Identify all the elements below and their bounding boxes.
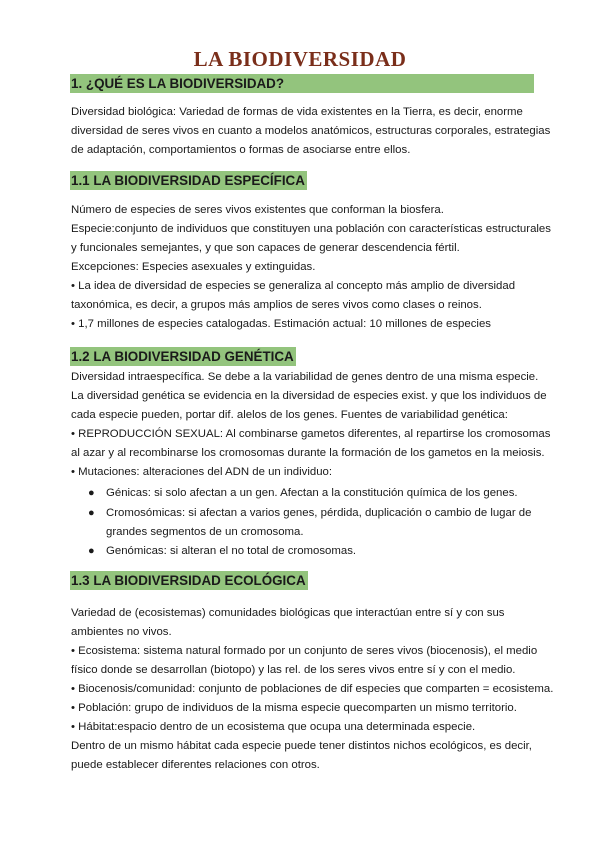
list-item: Génicas: si solo afectan a un gen. Afectan a la constitución química de los genes.	[106, 487, 518, 499]
paragraph-line: al azar y al recombinarse los cromosomas durante la formación de los gametos en la meiosis.	[71, 447, 545, 459]
paragraph-line: diversidad de seres vivos en cuanto a modelos anatómicos, estructuras corporales, estrategias	[71, 125, 551, 137]
bullet-dot-icon: ●	[88, 507, 95, 519]
list-item: Genómicas: si alteran el no total de cromosomas.	[106, 545, 357, 557]
paragraph-line: Excepciones: Especies asexuales y extinguidas.	[71, 261, 316, 273]
paragraph-line: • REPRODUCCIÓN SEXUAL: Al combinarse gametos diferentes, al repartirse los cromosomas	[71, 428, 551, 440]
section-heading-que-es: 1. ¿QUÉ ES LA BIODIVERSIDAD?	[70, 74, 534, 93]
paragraph-line: cada especie pueden, portar dif. alelos de los genes. Fuentes de variabilidad genética:	[71, 409, 508, 421]
paragraph-line: • 1,7 millones de especies catalogadas. Estimación actual: 10 millones de especies	[71, 318, 491, 330]
paragraph-line: y funcionales semejantes, y que son capaces de generar descendencia fértil.	[71, 242, 460, 254]
paragraph-line: • Ecosistema: sistema natural formado por un conjunto de seres vivos (biocenosis), el medio	[71, 645, 538, 657]
paragraph-line: físico donde se desarrollan (biotopo) y las rel. de los seres vivos entre sí y con el medio.	[71, 664, 516, 676]
paragraph-line: Número de especies de seres vivos existentes que conforman la biosfera.	[71, 204, 444, 216]
paragraph-line: • Mutaciones: alteraciones del ADN de un individuo:	[71, 466, 333, 478]
paragraph-line: Especie:conjunto de individuos que constituyen una población con características estructurales	[71, 223, 551, 235]
bullet-dot-icon: ●	[88, 545, 95, 557]
paragraph-line: Variedad de (ecosistemas) comunidades biológicas que interactúan entre sí y con sus	[71, 607, 505, 619]
paragraph-line: • Biocenosis/comunidad: conjunto de poblaciones de dif especies que comparten = ecosistema.	[71, 683, 554, 695]
bullet-dot-icon: ●	[88, 487, 95, 499]
paragraph-line: taxonómica, es decir, a grupos más amplios de seres vivos como clases o reinos.	[71, 299, 482, 311]
list-item-continuation: grandes segmentos de un cromosoma.	[106, 526, 304, 538]
document-title: LA BIODIVERSIDAD	[193, 47, 407, 71]
paragraph-line: puede establecer diferentes relaciones con otros.	[71, 759, 320, 771]
section-heading-especifica: 1.1 LA BIODIVERSIDAD ESPECÍFICA	[71, 173, 305, 188]
section-heading-ecologica: 1.3 LA BIODIVERSIDAD ECOLÓGICA	[71, 573, 306, 588]
paragraph-line: de adaptación, comportamientos o formas de asociarse entre ellos.	[71, 144, 411, 156]
list-item: Cromosómicas: si afectan a varios genes, pérdida, duplicación o cambio de lugar de	[106, 507, 532, 519]
paragraph-line: • Población: grupo de individuos de la misma especie quecomparten un mismo territorio.	[71, 702, 517, 714]
paragraph-line: • La idea de diversidad de especies se generaliza al concepto más amplio de diversidad	[71, 280, 516, 292]
paragraph-line: ambientes no vivos.	[71, 626, 172, 638]
section-heading-genetica: 1.2 LA BIODIVERSIDAD GENÉTICA	[71, 349, 294, 364]
paragraph-line: La diversidad genética se evidencia en la diversidad de especies exist. y que los individuos de	[71, 390, 547, 402]
paragraph-line: Dentro de un mismo hábitat cada especie puede tener distintos nichos ecológicos, es decir,	[71, 740, 532, 752]
paragraph-line: Diversidad biológica: Variedad de formas de vida existentes en la Tierra, es decir, enorme	[71, 106, 523, 118]
paragraph-line: • Hábitat:espacio dentro de un ecosistema que ocupa una determinada especie.	[71, 721, 476, 733]
paragraph-line: Diversidad intraespecífica. Se debe a la variabilidad de genes dentro de una misma especie.	[71, 371, 539, 383]
